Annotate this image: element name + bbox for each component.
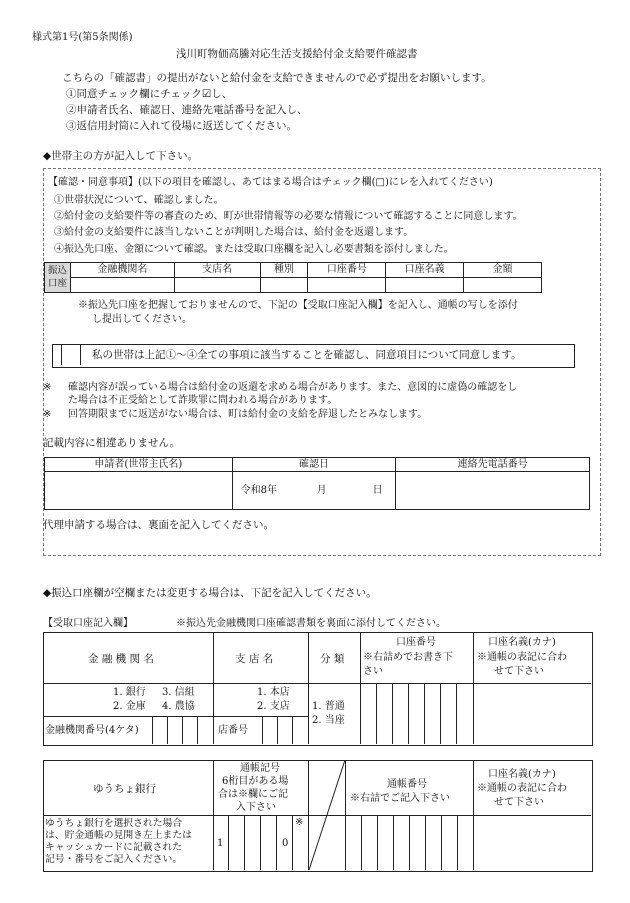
yucho-holder-1: 口座名義(カナ) [488, 769, 556, 780]
cell-type[interactable] [260, 278, 308, 293]
yucho-symbol-3: 合は※欄にご記 [218, 789, 288, 800]
holder-note-2: せて下さい [494, 666, 544, 677]
yucho-digit-first: 1 [217, 838, 224, 849]
confirm-item-4: ④振込先口座、金額について確認。または受取口座欄を記入し必要書類を添付しました。 [54, 244, 454, 255]
confirm-item-2: ②給付金の支給要件等の審査のため、町が世帯情報等の必要な情報について確認することに同意します。 [54, 211, 523, 222]
header-applicant: 申請者(世帯主氏名) [45, 458, 233, 472]
branch-code-label: 店番号 [218, 725, 248, 736]
declaration: 記載内容に相違ありません。 [43, 437, 181, 449]
note-text-2: 回答期限までに返送がない場合は、町は給付金の支給を辞退したとみなします。 [68, 409, 428, 420]
account-note-2: し提出してください。 [92, 314, 192, 325]
confirm-item-3: ③給付金の支給要件に該当しないことが判明した場合は、給付金を返還します。 [54, 227, 414, 238]
proxy-note: 代理申請する場合は、裏面を記入してください。 [43, 519, 274, 531]
intro-step-2: ②申請者氏名、確認日、連絡先電話番号を記入し、 [66, 104, 308, 116]
account-row-label: 振込口座 [45, 263, 71, 293]
confirm-date-field[interactable] [232, 472, 396, 510]
account-type-1[interactable]: 1. 普通 [312, 701, 345, 712]
note-mark-2: ※ [43, 409, 52, 420]
branch-type-1[interactable]: 1. 本店 [257, 687, 290, 698]
date-day: 日 [372, 485, 383, 496]
form-number: 様式第1号(第5条関係) [32, 32, 133, 43]
agree-checkbox[interactable] [61, 345, 81, 365]
yucho-instruction-4: 記号・番号をご記入ください。 [45, 854, 183, 865]
yucho-instruction-2: は、貯金通帳の見開き左上または [45, 830, 192, 841]
cell-bank[interactable] [70, 278, 174, 293]
header-confirm-date: 確認日 [232, 458, 396, 472]
yucho-holder-2: ※通帳の表記に合わ [477, 783, 567, 794]
intro-lead: こちらの「確認書」の提出がないと給付金を支給できませんので必ず提出をお願いします。 [62, 72, 492, 84]
receive-heading: 【受取口座記入欄】 [43, 618, 133, 629]
applicant-name-field[interactable] [45, 472, 233, 510]
yucho-symbol-4: 入下さい [236, 802, 276, 813]
yucho-number-2: ※右詰でご記入下さい [350, 793, 450, 804]
confirm-item-1: ①世帯状況について、確認しました。 [54, 195, 224, 206]
bank-type-4[interactable]: 4. 農協 [162, 701, 195, 712]
bank-header: 金 融 機 関 名 [88, 653, 154, 665]
bank-type-2[interactable]: 2. 金庫 [113, 701, 146, 712]
note-text-1b: た場合は不正受給として詐欺罪に問われる場合があります。 [68, 395, 338, 406]
yucho-mark: ※ [295, 817, 304, 828]
yucho-symbol-boxes[interactable] [213, 815, 308, 870]
header-bank: 金融機関名 [70, 263, 174, 278]
header-branch: 支店名 [174, 263, 260, 278]
receive-heading-note: ※振込先金融機関口座確認書類を裏面に添付してください。 [176, 618, 446, 629]
account-no-note-1: ※右詰めでお書き下 [363, 652, 453, 663]
account-holder-field[interactable] [474, 684, 590, 743]
note-text-1: 確認内容が誤っている場合は給付金の返還を求める場合があります。また、意図的に虚偽の確認をし [68, 382, 518, 393]
yucho-number-1: 通帳番号 [387, 779, 427, 790]
cell-account-holder[interactable] [386, 278, 464, 293]
section2-heading: ◆振込口座欄が空欄または変更する場合は、下記を記入してください。 [43, 587, 377, 599]
date-month: 月 [316, 485, 327, 496]
account-no-header: 口座番号 [396, 637, 436, 648]
yucho-symbol-1: 通帳記号 [240, 763, 280, 774]
header-amount: 金額 [464, 263, 542, 278]
phone-field[interactable] [396, 472, 590, 510]
account-table [44, 262, 542, 293]
branch-header: 支 店 名 [235, 653, 274, 665]
account-type-2[interactable]: 2. 当座 [312, 715, 345, 726]
page-title: 浅川町物価高騰対応生活支援給付金支給要件確認書 [176, 48, 418, 60]
holder-header: 口座名義(カナ) [488, 637, 556, 648]
header-account-holder: 口座名義 [386, 263, 464, 278]
bank-type-3[interactable]: 3. 信組 [162, 687, 195, 698]
header-account-number: 口座番号 [308, 263, 386, 278]
yucho-diagonal [308, 760, 346, 870]
branch-type-2[interactable]: 2. 支店 [257, 701, 290, 712]
holder-note-1: ※通帳の表記に合わ [477, 652, 567, 663]
confirm-heading: 【確認・同意事項】(以下の項目を確認し、あてはまる場合はチェック欄(□)にレを入れてください) [48, 177, 493, 188]
yucho-holder-3: せて下さい [494, 797, 544, 808]
cell-amount[interactable] [464, 278, 542, 293]
header-type: 種別 [260, 263, 308, 278]
yucho-symbol-2: 6桁目がある場 [222, 776, 289, 787]
bank-code-boxes[interactable] [152, 716, 212, 744]
yucho-instruction-3: キャッシュカードに記載された [45, 842, 182, 853]
bank-type-1[interactable]: 1. 銀行 [113, 687, 146, 698]
date-era: 令和8年 [240, 485, 278, 496]
account-no-note-2: さい [363, 666, 383, 677]
intro-step-1: ①同意チェック欄にチェック☑し、 [66, 88, 233, 100]
yucho-digit-fifth: 0 [282, 838, 289, 849]
intro-step-3: ③返信用封筒に入れて役場に返送してください。 [66, 120, 297, 132]
yucho-name: ゆうちょ銀行 [93, 783, 156, 795]
header-phone: 連絡先電話番号 [396, 458, 590, 472]
yucho-instruction-1: ゆうちょ銀行を選択された場合 [45, 818, 183, 829]
note-mark-1: ※ [43, 382, 52, 393]
yucho-number-boxes[interactable] [345, 815, 473, 870]
cell-account-number[interactable] [308, 278, 386, 293]
section1-heading: ◆世帯主の方が記入して下さい。 [43, 150, 199, 162]
cell-branch[interactable] [174, 278, 260, 293]
yucho-holder-field[interactable] [474, 816, 590, 869]
type-header: 分 類 [320, 653, 345, 665]
bank-code-label: 金融機関番号(4ケタ) [45, 725, 139, 736]
account-note-1: ※振込先口座を把握しておりませんので、下記の【受取口座記入欄】を記入し、通帳の写しを添付 [78, 300, 518, 311]
branch-code-boxes[interactable] [262, 716, 308, 744]
account-number-boxes[interactable] [360, 683, 473, 744]
agree-text: 私の世帯は上記①～④全ての事項に該当することを確認し、同意項目について同意します。 [92, 349, 522, 361]
applicant-table [44, 457, 590, 510]
